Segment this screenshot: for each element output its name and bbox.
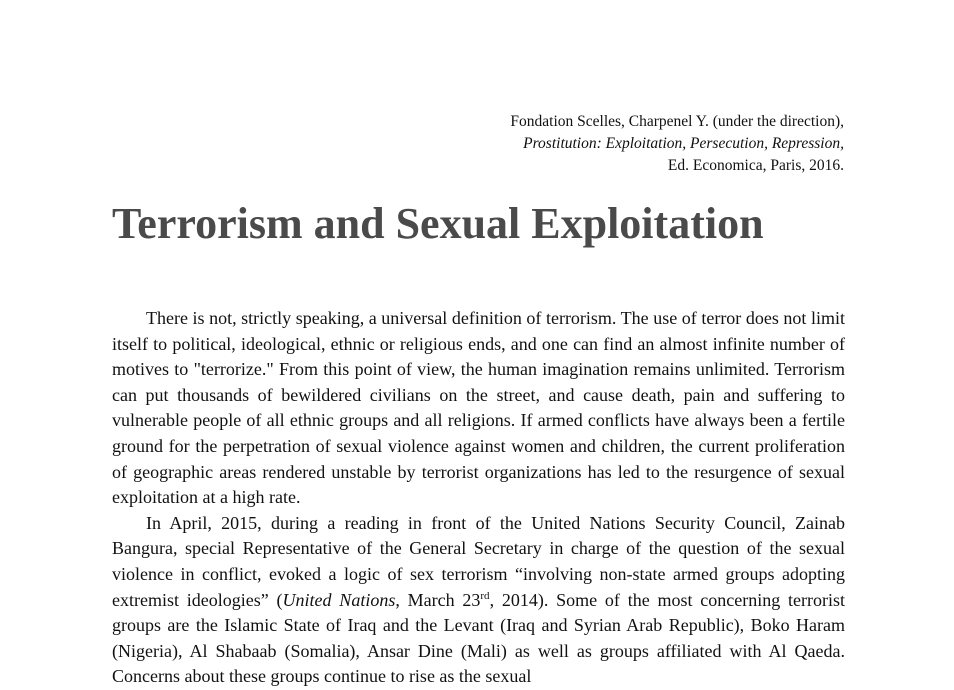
citation-line-3: Ed. Economica, Paris, 2016. (667, 157, 844, 174)
paragraph-2 (112, 511, 845, 690)
paragraph-2-superscript: rd (480, 589, 490, 602)
body-text (112, 306, 845, 690)
citation-block (384, 111, 844, 177)
citation-line-1: Fondation Scelles, Charpenel Y. (under the direction), (510, 113, 844, 130)
paragraph-2-italic: United Nations (282, 589, 396, 610)
paragraph-2-part-a: In April, 2015, during a reading in front of the United Nations Security Council, Zainab Bangura, special Representative of the General Secretary in charge of the question of the sexual violence in conflict, evoked a logic of sex terrorism “involving non-state armed groups adopting extremist ideologies” ( (112, 512, 845, 610)
document-title: Terrorism and Sexual Exploitation (112, 199, 764, 248)
paragraph-2-part-c: , 2014). Some of the most concerning terrorist groups are the Islamic State of Iraq and the Levant (Iraq and Syrian Arab Republic), Boko Haram (Nigeria), Al Shabaab (Somalia), Ansar Dine (Mali) as well as groups affiliated with Al Qaeda. Concerns about these groups continue to rise as the sexual (112, 589, 845, 687)
paragraph-1: There is not, strictly speaking, a universal definition of terrorism. The use of terror does not limit itself to political, ideological, ethnic or religious ends, and one can find an almost infinite number of motives to "terrorize." From this point of view, the human imagination remains unlimited. Terrorism can put thousands of bewildered civilians on the street, and cause death, pain and suffering to vulnerable people of all ethnic groups and all religions. If armed conflicts have always been a fertile ground for the perpetration of sexual violence against women and children, the current proliferation of geographic areas rendered unstable by terrorist organizations has led to the resurgence of sexual exploitation at a high rate. (112, 308, 845, 508)
citation-line-2: Prostitution: Exploitation, Persecution, Repression, (523, 135, 844, 152)
paragraph-2-part-b: , March 23 (395, 589, 481, 610)
